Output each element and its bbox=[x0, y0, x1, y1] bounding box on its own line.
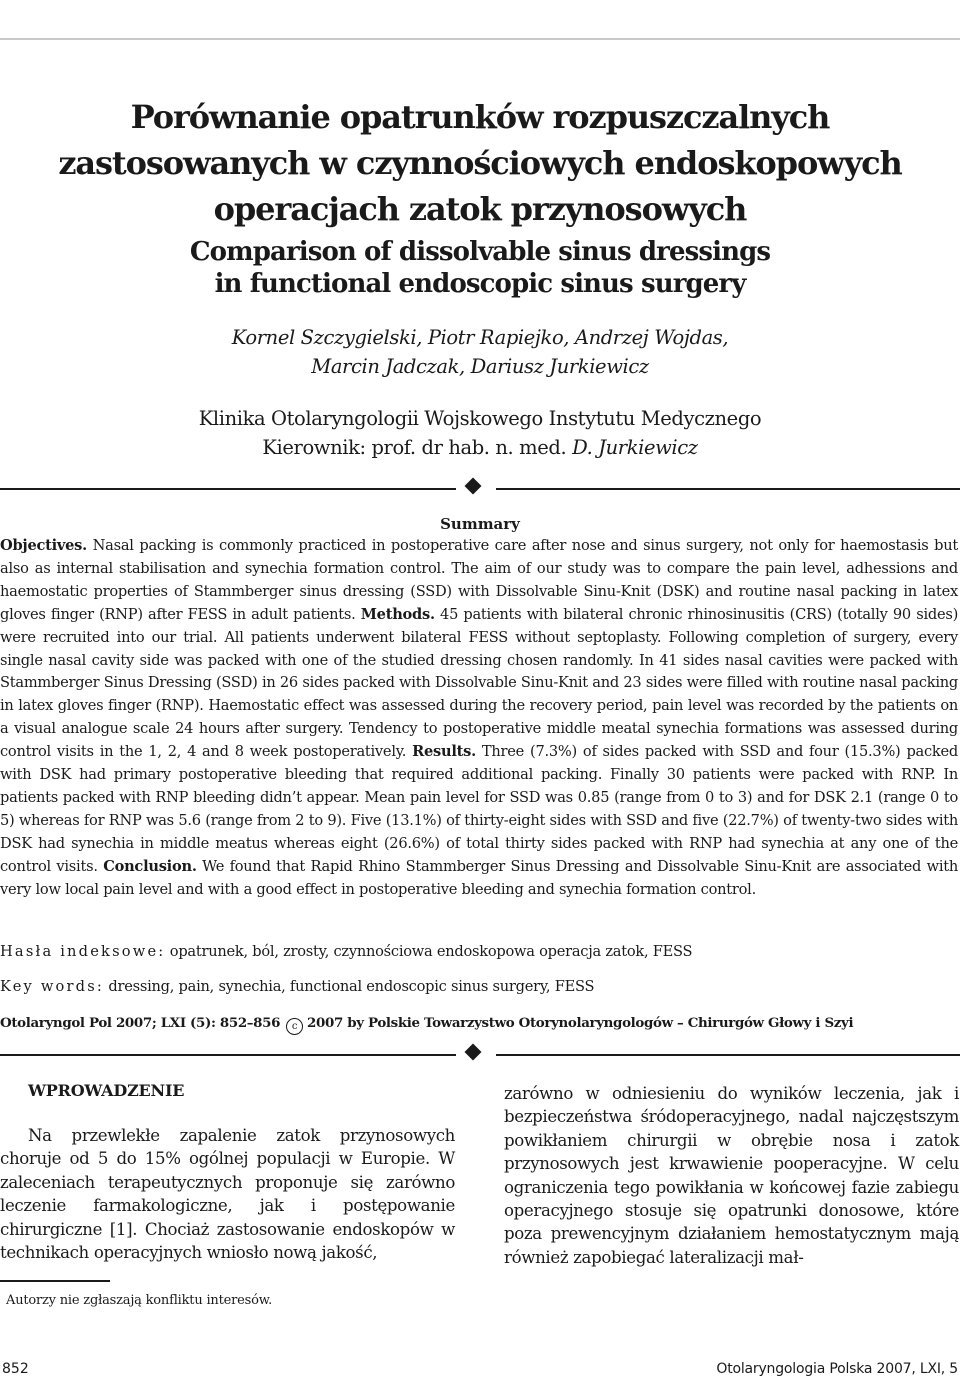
section-divider bbox=[0, 480, 960, 498]
divider-line bbox=[0, 1054, 456, 1056]
journal-footer: Otolaryngologia Polska 2007, LXI, 5 bbox=[716, 1361, 958, 1377]
footnote: Autorzy nie zgłaszają konfliktu interesów. bbox=[6, 1293, 273, 1308]
citation-ref: Otolaryngol Pol 2007; LXI (5): 852–856 bbox=[0, 1015, 281, 1031]
body-column-left: Na przewlekłe zapalenie zatok przynosowych choruje od 5 do 15% ogólnej populacji w Europie. W zaleceniach terapeutycznych proponuje się zarówno leczenie farmakologiczne, jak i postępowanie chirurgiczne [1]. Chociaż zastosowanie endoskopów w technikach operacyjnych wniosło nową jakość, bbox=[0, 1126, 455, 1263]
title-pl-line: operacjach zatok przynosowych bbox=[213, 190, 747, 228]
abstract-text bbox=[0, 535, 958, 902]
top-rule bbox=[0, 38, 960, 40]
keywords-pl-text: opatrunek, ból, zrosty, czynnościowa endoskopowa operacja zatok, FESS bbox=[165, 943, 693, 960]
keywords-en-label: Key words: bbox=[0, 978, 105, 995]
copyright-icon: c bbox=[286, 1018, 303, 1035]
page-number: 852 bbox=[2, 1361, 29, 1377]
diamond-icon bbox=[465, 1044, 482, 1061]
divider-line bbox=[0, 488, 456, 490]
methods-text: 45 patients with bilateral chronic rhinosinusitis (CRS) (totally 90 sides) were recruited into our trial. All patients underwent bilateral FESS without septoplasty. Following completion of surgery, every single nasal cavity side was packed with one of the studied dressing chosen randomly. In 41 sides nasal cavities were packed with Stammberger Sinus Dressing (SSD) in 26 sides packed with Dissolvable Sinu-Knit and 23 sides were filled with routine nasal packing in latex gloves finger (RNP). Haemostatic effect was assessed during the recovery period, pain level was recorded by the patients on a visual analogue scale 24 hours after surgery. Tendency to postoperative middle meatal synechia formations was assessed during control visits in the 1, 2, 4 and 8 week postoperatively. bbox=[0, 605, 959, 761]
department-head-prefix: Kierownik: prof. dr hab. n. med. bbox=[262, 436, 573, 459]
title-polish bbox=[0, 94, 960, 232]
keywords-pl-label: Hasła indeksowe: bbox=[0, 943, 166, 960]
section-divider bbox=[0, 1046, 960, 1064]
affiliation: Klinika Otolaryngologii Wojskowego Instytutu Medycznego bbox=[198, 407, 762, 430]
title-english bbox=[0, 236, 960, 300]
department-head-name: D. Jurkiewicz bbox=[572, 436, 698, 459]
methods-label: Methods. bbox=[360, 605, 435, 623]
title-pl-line: zastosowanych w czynnościowych endoskopowych bbox=[58, 144, 902, 182]
conclusion-label: Conclusion. bbox=[103, 857, 197, 875]
divider-line bbox=[496, 1054, 960, 1056]
affiliation-block bbox=[0, 404, 960, 462]
keywords-english bbox=[0, 977, 958, 997]
section-heading-introduction: WPROWADZENIE bbox=[28, 1081, 185, 1100]
authors bbox=[0, 323, 960, 381]
objectives-text: Nasal packing is commonly practiced in postoperative care after nose and sinus surgery, not only for haemostasis but also as internal stabilisation and synechia formation control. The aim of our study was to compare the pain level, adhessions and haemostatic properties of Stammberger sinus dressing (SSD) with Dissolvable Sinu-Knit (DSK) and routine nasal packing in latex gloves finger (RNP) after FESS in adult patients. bbox=[0, 537, 958, 623]
conclusion-text: We found that Rapid Rhino Stammberger Sinus Dressing and Dissolvable Sinu-Knit are associated with very low local pain level and with a good effect in postoperative bleeding and synechia formation control. bbox=[0, 857, 958, 898]
diamond-icon bbox=[465, 478, 482, 495]
authors-line: Marcin Jadczak, Dariusz Jurkiewicz bbox=[311, 355, 649, 378]
title-en-line: Comparison of dissolvable sinus dressings bbox=[189, 237, 771, 267]
results-label: Results. bbox=[412, 743, 476, 761]
summary-heading: Summary bbox=[440, 515, 520, 533]
results-text: Three (7.3%) of sides packed with SSD and four (15.3%) packed with DSK had primary postoperative bleeding that required additional packing. Finally 30 patients were packed with RNP. In patients packed with RNP bleeding didn’t appear. Mean pain level for SSD was 0.85 (range from 0 to 3) and for DSK 2.1 (range 0 to 5) whereas for RNP was 5.6 (range from 2 to 9). Five (13.1%) of thirty-eight sides with SSD and five (22.7%) of twenty-two sides with DSK had synechia in middle meatus whereas eight (26.6%) of total thirty sides packed with RNP had synechia at any one of the control visits. bbox=[0, 743, 958, 875]
citation-line bbox=[0, 1013, 960, 1035]
body-column-right: zarówno w odniesieniu do wyników leczenia, jak i bezpieczeństwa śródoperacyjnego, nadal najczęstszym powikłaniem chirurgii w obrębie nosa i zatok przynosowych jest krwawienie pooperacyjne. W celu ograniczenia tego powikłania w końcowej fazie zabiegu operacyjnego stosuje się opatrunki donosowe, które poza prewencyjnym działaniem hemostatycznym mają również zapobiegać lateralizacji mał- bbox=[504, 1084, 959, 1267]
copyright-holder: 2007 by Polskie Towarzystwo Otorynolaryngologów – Chirurgów Głowy i Szyi bbox=[307, 1015, 854, 1031]
footnote-rule bbox=[0, 1280, 110, 1282]
title-pl-line: Porównanie opatrunków rozpuszczalnych bbox=[130, 98, 830, 136]
objectives-label: Objectives. bbox=[0, 537, 87, 554]
keywords-en-text: dressing, pain, synechia, functional endoscopic sinus surgery, FESS bbox=[104, 978, 595, 995]
divider-line bbox=[496, 488, 960, 490]
title-en-line: in functional endoscopic sinus surgery bbox=[214, 269, 746, 299]
authors-line: Kornel Szczygielski, Piotr Rapiejko, Andrzej Wojdas, bbox=[231, 326, 729, 349]
keywords-polish bbox=[0, 942, 958, 962]
